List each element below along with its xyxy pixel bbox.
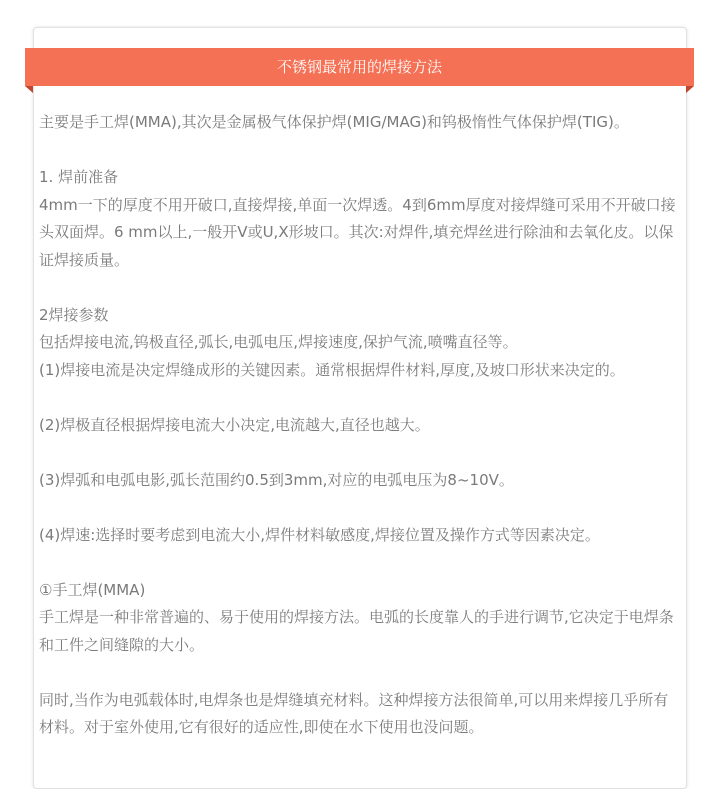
param-4-paragraph: (4)焊速:选择时要考虑到电流大小,焊件材料敏感度,焊接位置及操作方式等因素决定。: [39, 525, 600, 544]
article-title: 不锈钢最常用的焊接方法: [276, 58, 442, 76]
spacer: [39, 384, 679, 412]
param-1-paragraph: (1)焊接电流是决定焊缝成形的关键因素。通常根据焊件材料,厚度,及坡口形状来决定的。: [39, 360, 625, 379]
spacer: [39, 439, 679, 467]
intro-paragraph: 主要是手工焊(MMA),其次是金属极气体保护焊(MIG/MAG)和钨极惰性气体保护焊(TIG)。: [39, 113, 629, 131]
params-heading: 2焊接参数: [39, 305, 109, 324]
spacer: [39, 549, 679, 577]
mma-paragraph-2: 同时,当作为电弧载体时,电焊条也是焊缝填充材料。这种焊接方法很简单,可以用来焊接几乎所有材料。对于室外使用,它有很好的适应性,即使在水下使用也没问题。: [39, 690, 669, 736]
article-body: [39, 109, 679, 742]
param-2-paragraph: (2)焊极直径根据焊接电流大小决定,电流越大,直径也越大。: [39, 415, 430, 434]
mma-heading: ①手工焊(MMA): [39, 580, 146, 599]
params-paragraph: 包括焊接电流,钨极直径,弧长,电弧电压,焊接速度,保护气流,喷嘴直径等。: [39, 333, 518, 351]
spacer: [39, 137, 679, 165]
mma-paragraph: 手工焊是一种非常普遍的、易于使用的焊接方法。电弧的长度靠人的手进行调节,它决定于电焊条和工件之间缝隙的大小。: [39, 608, 674, 654]
article-title-ribbon: [25, 48, 694, 86]
spacer: [39, 494, 679, 522]
ribbon-fold-left: [25, 86, 33, 93]
prep-paragraph: 4mm一下的厚度不用开破口,直接焊接,单面一次焊透。4到6mm厚度对接焊缝可采用不开破口接头双面焊。6 mm以上,一般开V或U,X形坡口。其次:对焊件,填充焊丝进行除油和去氧化皮。以保证焊接质量。: [39, 195, 676, 269]
ribbon-fold-right: [686, 86, 694, 93]
prep-heading: 1. 焊前准备: [39, 168, 119, 186]
param-3-paragraph: (3)焊弧和电弧电影,弧长范围约0.5到3mm,对应的电弧电压为8~10V。: [39, 470, 514, 489]
spacer: [39, 274, 679, 302]
spacer: [39, 659, 679, 687]
